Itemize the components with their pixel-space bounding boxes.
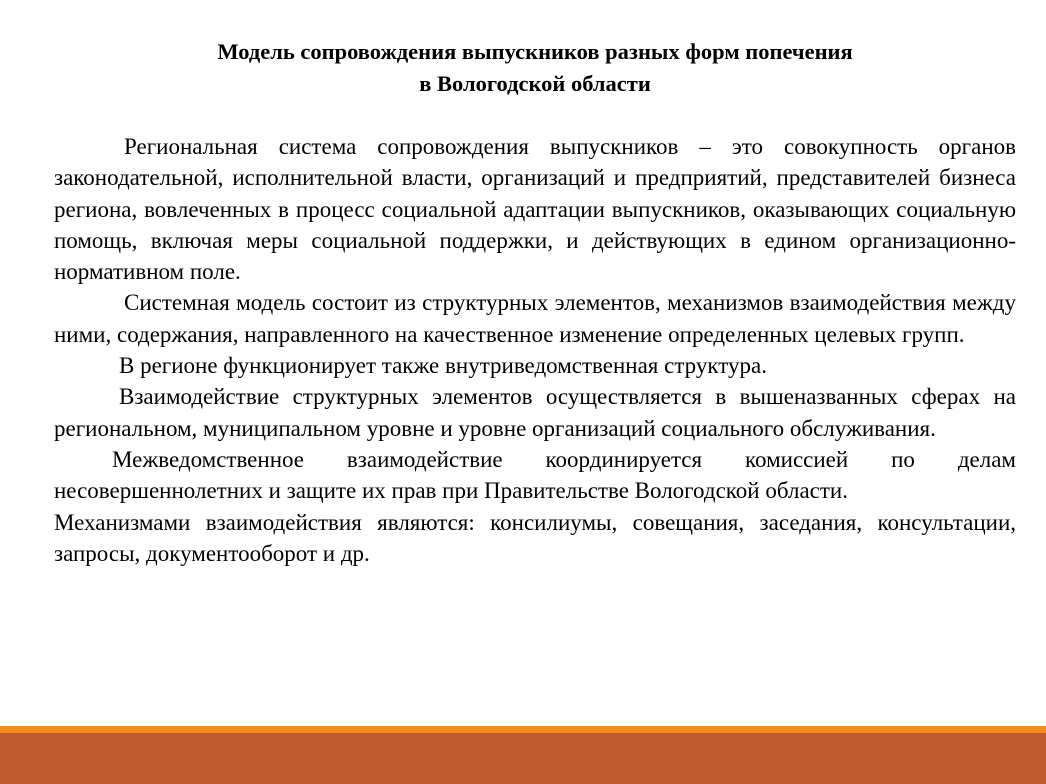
footer-accent-line xyxy=(0,726,1046,733)
body-text xyxy=(54,131,1016,569)
paragraph-internal-structure: В регионе функционирует также внутриведомственная структура. xyxy=(119,353,767,379)
footer-bar xyxy=(0,733,1046,784)
paragraph-interaction: Взаимодействие структурных элементов осуществляется в вышеназванных сферах на региональном, муниципальном уровне и уровне организаций социального обслуживания. xyxy=(54,384,1016,441)
paragraph-mechanisms: Механизмами взаимодействия являются: консилиумы, совещания, заседания, консультации, запросы, документооборот и др. xyxy=(54,509,1016,566)
title-line-1: Модель сопровождения выпускников разных форм попечения xyxy=(217,39,853,64)
slide-title xyxy=(0,36,1046,100)
paragraph-regional-system: Региональная система сопровождения выпускников – это совокупность органов законодательной, исполнительной власти, организаций и предприятий, представителей бизнеса региона, вовлеченных в процесс социальной адаптации выпускников, оказывающих социальную помощь, включая меры социальной поддержки, и действующих в едином организационно-нормативном поле. xyxy=(54,134,1016,285)
paragraph-interdepartmental: Межведомственное взаимодействие координируется комиссией по делам несовершеннолетних и защите их прав при Правительстве Вологодской области. xyxy=(54,446,1016,504)
paragraph-system-model: Системная модель состоит из структурных элементов, механизмов взаимодействия между ними, содержания, направленного на качественное изменение определенных целевых групп. xyxy=(54,290,1016,347)
title-line-2: в Вологодской области xyxy=(419,71,651,96)
